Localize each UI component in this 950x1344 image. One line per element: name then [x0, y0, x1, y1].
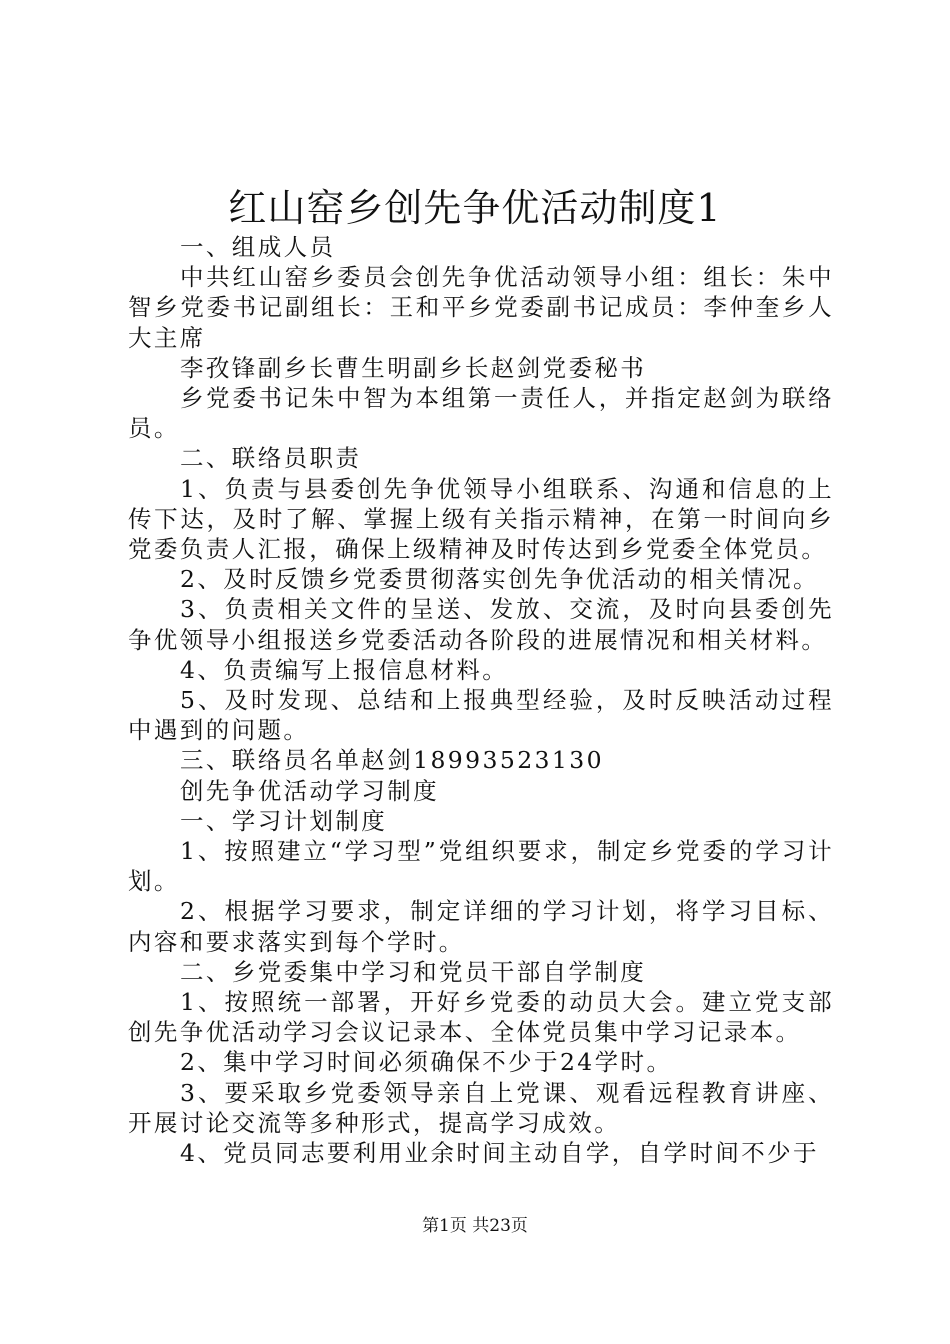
paragraph: 3、负责相关文件的呈送、发放、交流，及时向县委创先争优领导小组报送乡党委活动各阶段的进展情况和相关材料。: [128, 595, 834, 654]
paragraph: 1、负责与县委创先争优领导小组联系、沟通和信息的上传下达，及时了解、掌握上级有关指示精神，在第一时间向乡党委负责人汇报，确保上级精神及时传达到乡党委全体党员。: [128, 474, 834, 564]
paragraph: 一、学习计划制度: [180, 806, 388, 835]
paragraph: 李孜锋副乡长曹生明副乡长赵剑党委秘书: [180, 353, 647, 382]
paragraph: 1、按照建立“学习型”党组织要求，制定乡党委的学习计划。: [128, 837, 834, 896]
paragraph: 4、党员同志要利用业余时间主动自学，自学时间不少于: [180, 1139, 819, 1168]
paragraph: 2、集中学习时间必须确保不少于24学时。: [180, 1048, 673, 1077]
paragraph: 乡党委书记朱中智为本组第一责任人，并指定赵剑为联络员。: [128, 384, 834, 443]
paragraph: 2、根据学习要求，制定详细的学习计划，将学习目标、内容和要求落实到每个学时。: [128, 897, 834, 956]
paragraph: 三、联络员名单赵剑18993523130: [180, 746, 604, 775]
paragraph: 一、组成人员: [180, 233, 336, 261]
document-body: [128, 232, 834, 1168]
document-title: 红山窑乡创先争优活动制度1: [228, 186, 722, 230]
paragraph: 中共红山窑乡委员会创先争优活动领导小组：组长：朱中智乡党委书记副组长：王和平乡党委副书记成员：李仲奎乡人大主席: [128, 263, 834, 352]
paragraph: 二、乡党委集中学习和党员干部自学制度: [180, 957, 647, 986]
paragraph: 1、按照统一部署，开好乡党委的动员大会。建立党支部创先争优活动学习会议记录本、全体党员集中学习记录本。: [128, 988, 834, 1047]
paragraph: 创先争优活动学习制度: [180, 776, 439, 805]
paragraph: 2、及时反馈乡党委贯彻落实创先争优活动的相关情况。: [180, 565, 819, 594]
paragraph: 3、要采取乡党委领导亲自上党课、观看远程教育讲座、开展讨论交流等多种形式，提高学习成效。: [128, 1078, 834, 1137]
paragraph: 二、联络员职责: [180, 444, 362, 473]
paragraph: 4、负责编写上报信息材料。: [180, 655, 509, 684]
paragraph: 5、及时发现、总结和上报典型经验，及时反映活动过程中遇到的问题。: [128, 686, 834, 745]
page-number-footer: 第1页 共23页: [422, 1216, 528, 1236]
